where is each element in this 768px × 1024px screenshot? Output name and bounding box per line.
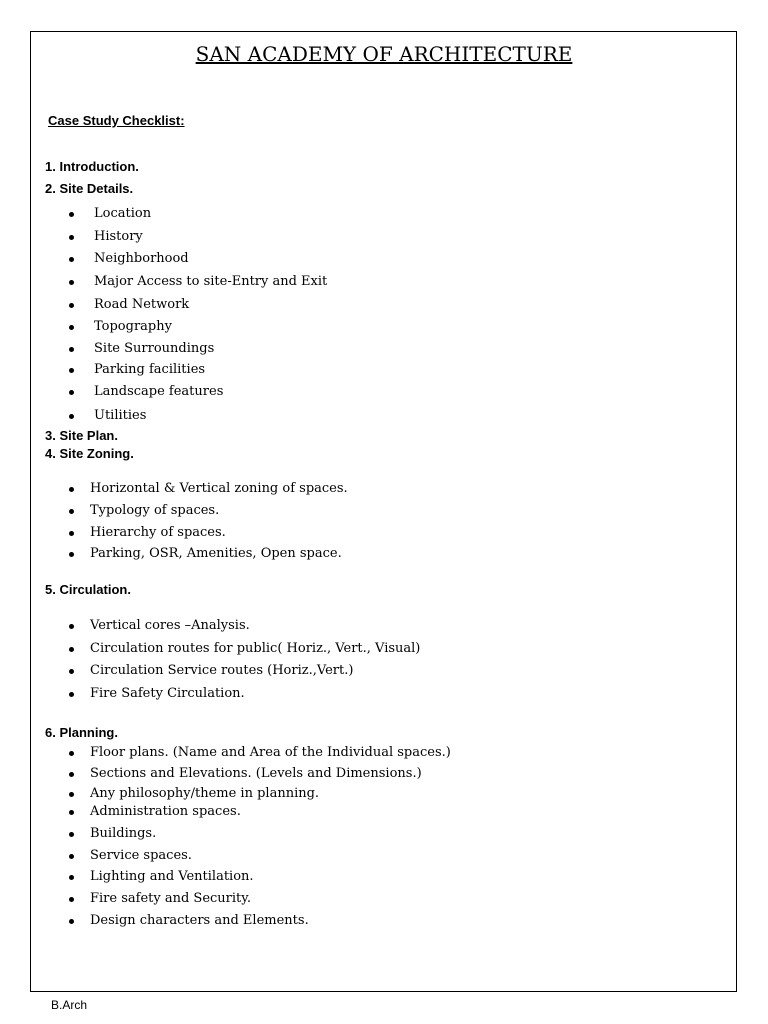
bullet-icon <box>69 854 74 859</box>
list-item: Fire safety and Security. <box>90 891 252 906</box>
bullet-icon <box>69 303 74 308</box>
checklist-subtitle: Case Study Checklist: <box>48 113 185 128</box>
list-item: Fire Safety Circulation. <box>90 686 245 701</box>
list-item: Hierarchy of spaces. <box>90 525 226 540</box>
bullet-icon <box>69 832 74 837</box>
section-heading-site-details: 2. Site Details. <box>45 181 134 196</box>
bullet-icon <box>69 692 74 697</box>
section-heading-planning: 6. Planning. <box>45 725 118 740</box>
bullet-icon <box>69 257 74 262</box>
bullet-icon <box>69 487 74 492</box>
bullet-icon <box>69 792 74 797</box>
bullet-icon <box>69 368 74 373</box>
list-item: Typology of spaces. <box>90 503 220 518</box>
section-heading-site-zoning: 4. Site Zoning. <box>45 446 134 461</box>
list-item: Circulation Service routes (Horiz.,Vert.) <box>90 663 354 678</box>
list-item: Utilities <box>94 408 147 423</box>
page-title: SAN ACADEMY OF ARCHITECTURE <box>195 42 573 66</box>
section-heading-introduction: 1. Introduction. <box>45 159 139 174</box>
bullet-icon <box>69 875 74 880</box>
list-item: Service spaces. <box>90 848 192 863</box>
bullet-icon <box>69 772 74 777</box>
list-item: Any philosophy/theme in planning. <box>90 786 320 801</box>
footer-label: B.Arch <box>51 998 88 1012</box>
bullet-icon <box>69 897 74 902</box>
bullet-icon <box>69 212 74 217</box>
bullet-icon <box>69 751 74 756</box>
bullet-icon <box>69 919 74 924</box>
list-item: Location <box>94 206 152 221</box>
bullet-icon <box>69 552 74 557</box>
list-item: History <box>94 229 143 244</box>
bullet-icon <box>69 647 74 652</box>
list-item: Horizontal & Vertical zoning of spaces. <box>90 481 348 496</box>
bullet-icon <box>69 414 74 419</box>
bullet-icon <box>69 235 74 240</box>
list-item: Topography <box>94 319 172 334</box>
bullet-icon <box>69 390 74 395</box>
bullet-icon <box>69 624 74 629</box>
list-item: Vertical cores –Analysis. <box>90 618 250 633</box>
bullet-icon <box>69 347 74 352</box>
list-item: Landscape features <box>94 384 224 399</box>
list-item: Floor plans. (Name and Area of the Individual spaces.) <box>90 745 451 760</box>
list-item: Buildings. <box>90 826 157 841</box>
list-item: Road Network <box>94 297 190 312</box>
list-item: Parking facilities <box>94 362 206 377</box>
section-heading-site-plan: 3. Site Plan. <box>45 428 118 443</box>
bullet-icon <box>69 325 74 330</box>
list-item: Parking, OSR, Amenities, Open space. <box>90 546 342 561</box>
bullet-icon <box>69 531 74 536</box>
bullet-icon <box>69 810 74 815</box>
bullet-icon <box>69 280 74 285</box>
section-heading-circulation: 5. Circulation. <box>45 582 131 597</box>
list-item: Design characters and Elements. <box>90 913 309 928</box>
list-item: Lighting and Ventilation. <box>90 869 254 884</box>
bullet-icon <box>69 669 74 674</box>
list-item: Neighborhood <box>94 251 189 266</box>
list-item: Sections and Elevations. (Levels and Dimensions.) <box>90 766 422 781</box>
list-item: Circulation routes for public( Horiz., Vert., Visual) <box>90 641 421 656</box>
list-item: Major Access to site-Entry and Exit <box>94 274 328 289</box>
list-item: Administration spaces. <box>90 804 241 819</box>
bullet-icon <box>69 509 74 514</box>
list-item: Site Surroundings <box>94 341 215 356</box>
